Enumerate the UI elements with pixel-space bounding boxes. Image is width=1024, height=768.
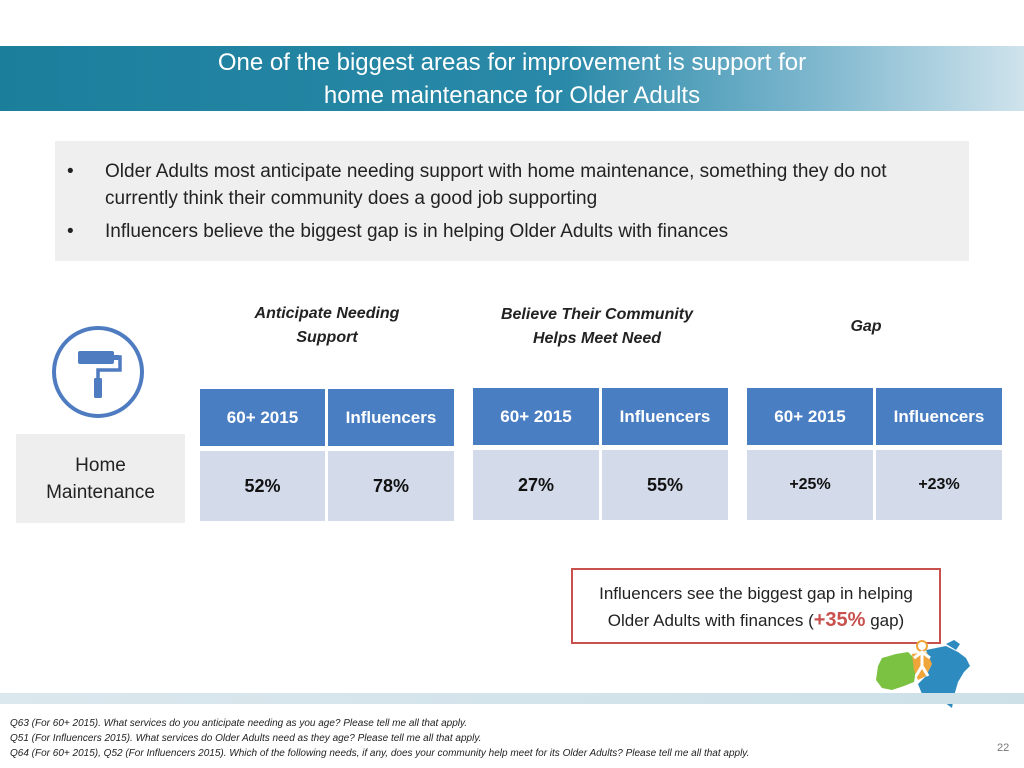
slide-title bbox=[0, 46, 1024, 111]
callout-text: gap) bbox=[865, 611, 905, 630]
footer-divider bbox=[0, 693, 1024, 704]
header-cell-influencers: Influencers bbox=[876, 388, 1002, 445]
value-cell: 55% bbox=[602, 450, 728, 520]
row-label-line: Home bbox=[75, 454, 126, 476]
title-line-1: One of the biggest areas for improvement is support for bbox=[217, 48, 807, 76]
value-cell: 52% bbox=[200, 451, 325, 521]
group-heading-line: Support bbox=[296, 329, 358, 346]
value-cell: 27% bbox=[473, 450, 599, 520]
group-heading-line: Believe Their Community bbox=[500, 306, 694, 323]
value-cell: +25% bbox=[747, 450, 873, 520]
group-heading-gap bbox=[746, 315, 986, 339]
header-cell-60plus: 60+ 2015 bbox=[473, 388, 599, 445]
header-cell-influencers: Influencers bbox=[602, 388, 728, 445]
footnote-line: Q63 (For 60+ 2015). What services do you anticipate needing as you age? Please tell me all that apply. bbox=[10, 718, 468, 729]
callout-line-2 bbox=[573, 607, 939, 634]
paint-roller-icon bbox=[52, 326, 144, 418]
bullet-symbol: • bbox=[67, 221, 74, 242]
group-heading-line: Helps Meet Need bbox=[532, 330, 662, 347]
footnotes bbox=[10, 716, 749, 761]
footnote-line: Q64 (For 60+ 2015), Q52 (For Influencers 2015). Which of the following needs, if any, does your community help meet for its Older Adults? Please tell me all that apply. bbox=[10, 748, 750, 759]
group-heading-anticipate bbox=[200, 302, 454, 350]
value-cell: 78% bbox=[328, 451, 454, 521]
page-number: 22 bbox=[997, 742, 1010, 754]
group-heading-believe bbox=[472, 303, 722, 351]
bullet-text: Influencers believe the biggest gap is in helping Older Adults with finances bbox=[105, 221, 729, 242]
value-cell: +23% bbox=[876, 450, 1002, 520]
callout-line-1: Influencers see the biggest gap in helping bbox=[599, 584, 913, 603]
row-label-home-maintenance bbox=[16, 434, 185, 523]
bullet-symbol: • bbox=[67, 161, 74, 182]
header-cell-60plus: 60+ 2015 bbox=[747, 388, 873, 445]
group-heading-line: Gap bbox=[850, 318, 882, 335]
group-heading-line: Anticipate Needing bbox=[254, 305, 400, 322]
us-map-logo bbox=[874, 636, 980, 718]
header-cell-influencers: Influencers bbox=[328, 389, 454, 446]
summary-box bbox=[55, 141, 969, 261]
title-line-2: home maintenance for Older Adults bbox=[323, 81, 701, 109]
callout-text: Older Adults with finances ( bbox=[607, 611, 814, 630]
bullet-text: Older Adults most anticipate needing support with home maintenance, something they do not currently think their community does a good job supporting bbox=[105, 161, 887, 209]
title-banner bbox=[0, 46, 1024, 111]
footnote-line: Q51 (For Influencers 2015). What services do Older Adults need as they age? Please tell me all that apply. bbox=[10, 733, 482, 744]
header-cell-60plus: 60+ 2015 bbox=[200, 389, 325, 446]
callout-highlight: +35% bbox=[813, 609, 866, 631]
row-label-line: Maintenance bbox=[46, 481, 155, 503]
callout-box bbox=[571, 568, 941, 644]
